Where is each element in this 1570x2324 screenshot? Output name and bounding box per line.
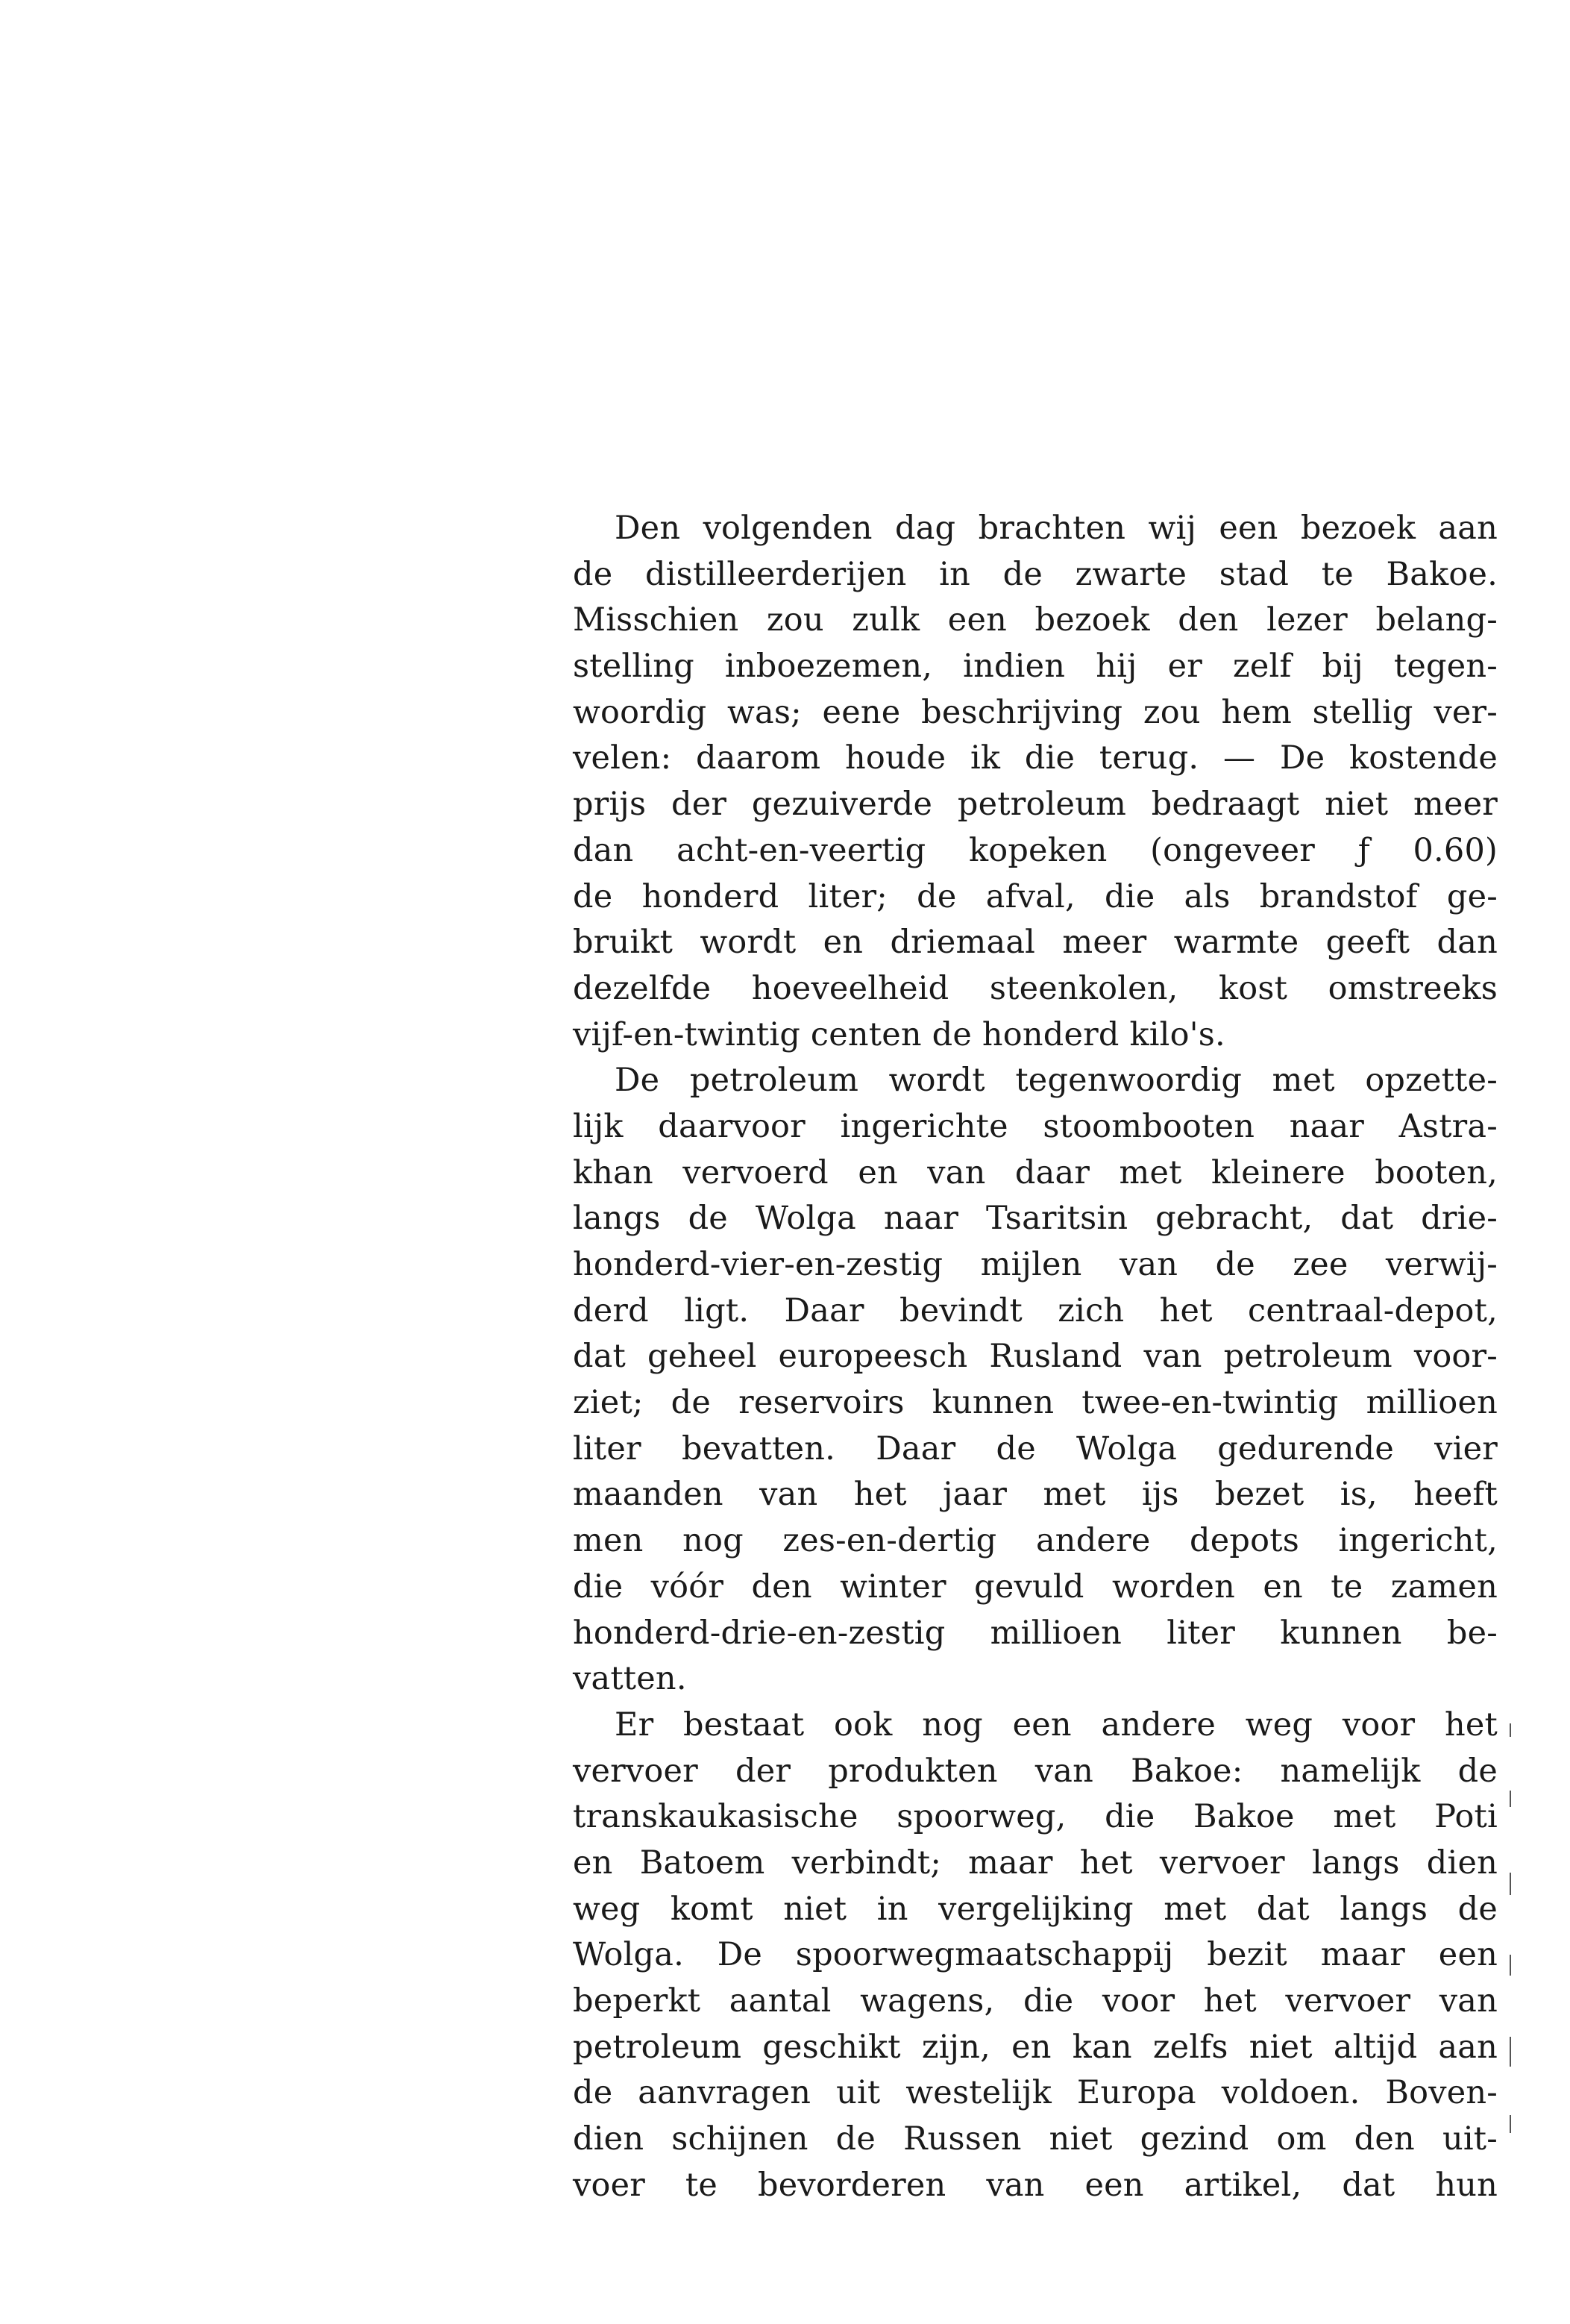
text-line: men nog zes-en-dertig andere depots ingericht, [573,1522,1498,1560]
text-line: honderd-vier-en-zestig mijlen van de zee verwij- [573,1246,1498,1283]
text-line: velen: daarom houde ik die terug. — De kostende [573,739,1498,777]
text-line: vatten. [573,1660,687,1698]
scan-mark [1510,2115,1511,2133]
text-line: prijs der gezuiverde petroleum bedraagt niet meer [573,786,1498,824]
text-line: transkaukasische spoorweg, die Bakoe met Poti [573,1798,1498,1836]
text-line: Den volgenden dag brachten wij een bezoek aan [615,510,1498,547]
scan-edge-marks [1508,1723,1513,2141]
scan-mark [1510,1723,1511,1737]
body-text [573,506,1498,2208]
text-line: stelling inboezemen, indien hij er zelf bij tegen- [573,648,1498,686]
text-line: de distilleerderijen in de zwarte stad te Bakoe. [573,555,1498,593]
text-line: die vóór den winter gevuld worden en te zamen [573,1567,1498,1606]
scan-mark [1510,1955,1511,1976]
text-line: en Batoem verbindt; maar het vervoer langs dien [573,1844,1498,1882]
text-line: voer te bevorderen van een artikel, dat hun [573,2166,1498,2204]
scan-mark [1510,1791,1511,1807]
text-line: Er bestaat ook nog een andere weg voor het [615,1706,1498,1744]
text-line: vijf-en-twintig centen de honderd kilo's. [573,1015,1225,1053]
text-line: De petroleum wordt tegenwoordig met opzette- [615,1062,1498,1100]
text-line: bruikt wordt en driemaal meer warmte geeft dan [573,924,1498,962]
text-line: petroleum geschikt zijn, en kan zelfs niet altijd aan [573,2028,1498,2066]
text-line: beperkt aantal wagens, die voor het vervoer van [573,1982,1498,2020]
text-line: de aanvragen uit westelijk Europa voldoen. Boven- [573,2074,1498,2112]
text-line: lijk daarvoor ingerichte stoombooten naar Astra- [573,1107,1498,1145]
text-line: woordig was; eene beschrijving zou hem stellig ver- [573,693,1498,731]
text-line: dan acht-en-veertig kopeken (ongeveer ƒ 0.60) [573,831,1498,869]
scan-mark [1510,2037,1511,2067]
text-line: Misschien zou zulk een bezoek den lezer belang- [573,601,1498,639]
text-line: langs de Wolga naar Tsaritsin gebracht, dat drie- [573,1200,1498,1238]
text-line: ziet; de reservoirs kunnen twee-en-twintig millioen [573,1384,1498,1422]
text-line: dat geheel europeesch Rusland van petroleum voor- [573,1338,1498,1376]
text-line: weg komt niet in vergelijking met dat langs de [573,1890,1498,1928]
text-line: dezelfde hoeveelheid steenkolen, kost omstreeks [573,969,1498,1007]
text-line: de honderd liter; de afval, die als brandstof ge- [573,877,1498,915]
text-line: honderd-drie-en-zestig millioen liter kunnen be- [573,1614,1498,1652]
text-line: Wolga. De spoorwegmaatschappij bezit maar een [573,1936,1498,1974]
text-line: khan vervoerd en van daar met kleinere booten, [573,1153,1498,1191]
text-line: vervoer der produkten van Bakoe: namelijk de [573,1752,1498,1790]
text-line: liter bevatten. Daar de Wolga gedurende vier [573,1429,1498,1468]
text-line: derd ligt. Daar bevindt zich het centraal-depot, [573,1291,1498,1329]
text-line: maanden van het jaar met ijs bezet is, heeft [573,1476,1498,1514]
text-line: dien schijnen de Russen niet gezind om den uit- [573,2120,1498,2158]
scan-mark [1510,1873,1511,1895]
